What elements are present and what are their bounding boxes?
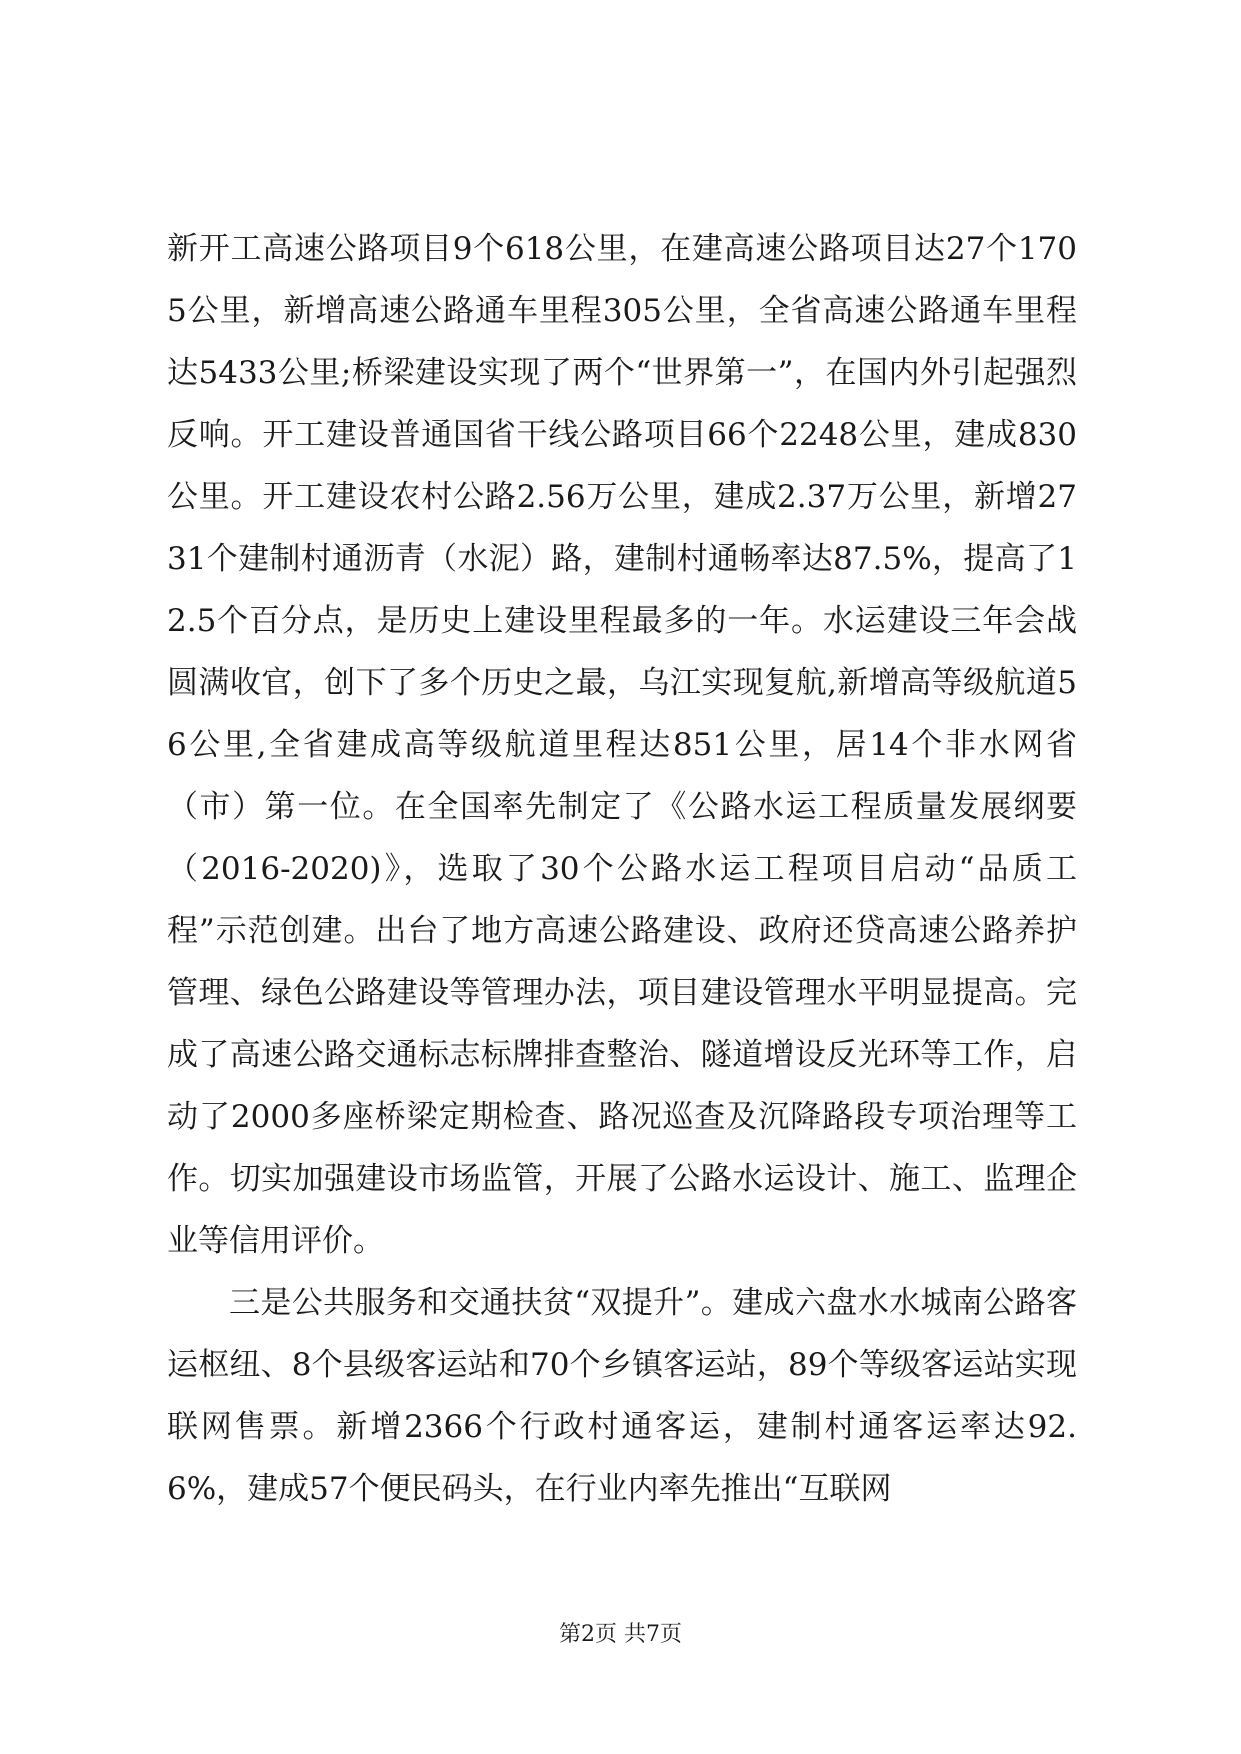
page-footer: 第2页 共7页	[559, 1622, 682, 1647]
paragraph-2: 三是公共服务和交通扶贫“双提升”。建成六盘水水城南公路客运枢纽、8个县级客运站和70个乡镇客运站，89个等级客运站实现联网售票。新增2366个行政村通客运，建制村通客运率达92.6%，建成57个便民码头，在行业内率先推出“互联网	[167, 1285, 1077, 1507]
document-body	[167, 218, 1077, 1520]
paragraph-1: 新开工高速公路项目9个618公里，在建高速公路项目达27个1705公里，新增高速公路通车里程305公里，全省高速公路通车里程达5433公里;桥梁建设实现了两个“世界第一”，在国内外引起强烈反响。开工建设普通国省干线公路项目66个2248公里，建成830公里。开工建设农村公路2.56万公里，建成2.37万公里，新增2731个建制村通沥青（水泥）路，建制村通畅率达87.5%，提高了12.5个百分点，是历史上建设里程最多的一年。水运建设三年会战圆满收官，创下了多个历史之最，乌江实现复航,新增高等级航道56公里,全省建成高等级航道里程达851公里，居14个非水网省（市）第一位。在全国率先制定了《公路水运工程质量发展纲要（2016-2020)》，选取了30个公路水运工程项目启动“品质工程”示范创建。出台了地方高速公路建设、政府还贷高速公路养护管理、绿色公路建设等管理办法，项目建设管理水平明显提高。完成了高速公路交通标志标牌排查整治、隧道增设反光环等工作，启动了2000多座桥梁定期检查、路况巡查及沉降路段专项治理等工作。切实加强建设市场监管，开展了公路水运设计、施工、监理企业等信用评价。	[167, 231, 1077, 1259]
